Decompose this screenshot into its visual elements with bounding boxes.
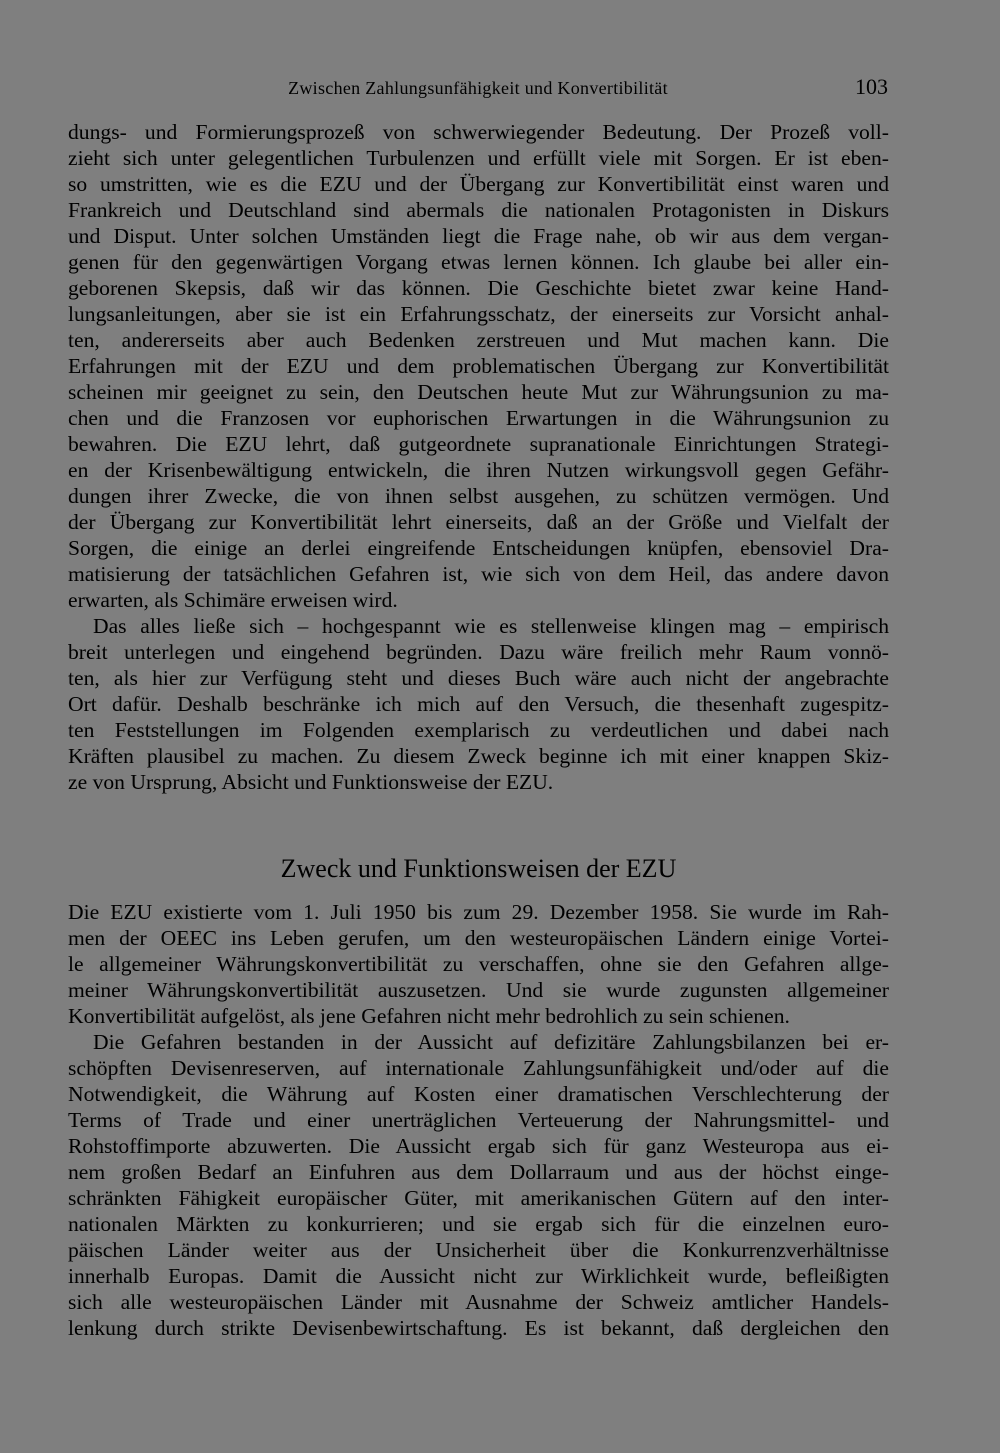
text-line: ze von Ursprung, Absicht und Funktionsweise der EZU. [68,770,554,794]
text-line: genen für den gegenwärtigen Vorgang etwas lernen können. Ich glaube bei aller ein- [68,250,889,274]
text-line: ten Feststellungen im Folgenden exemplarisch zu verdeutlichen und dabei nach [68,718,889,742]
text-line: päischen Länder weiter aus der Unsicherheit über die Konkurrenzverhältnisse [68,1238,889,1262]
text-line: matisierung der tatsächlichen Gefahren ist, wie sich von dem Heil, das andere davon [68,562,889,586]
text-line: bewahren. Die EZU lehrt, daß gutgeordnete supranationale Einrichtungen Strategi- [68,432,889,456]
page-header [68,74,888,102]
text-line: Kräften plausibel zu machen. Zu diesem Zweck beginne ich mit einer knappen Skiz- [68,744,889,768]
text-line: lenkung durch strikte Devisenbewirtschaftung. Es ist bekannt, daß dergleichen den [68,1316,889,1340]
text-line: Terms of Trade und einer unerträglichen Verteuerung der Nahrungsmittel- und [68,1108,889,1132]
section-heading: Zweck und Funktionsweisen der EZU [280,854,677,883]
text-line: Die EZU existierte vom 1. Juli 1950 bis zum 29. Dezember 1958. Sie wurde im Rah- [68,900,889,924]
running-title: Zwischen Zahlungsunfähigkeit und Konvertibilität [288,78,668,98]
text-line: Das alles ließe sich – hochgespannt wie es stellenweise klingen mag – empirisch [93,614,889,638]
text-line: nem großen Bedarf an Einfuhren aus dem Dollarraum und aus der höchst einge- [68,1160,889,1184]
page-number: 103 [855,74,888,99]
text-line: Rohstoffimporte abzuwerten. Die Aussicht ergab sich für ganz Westeuropa aus ei- [68,1134,889,1158]
text-line: geborenen Skepsis, daß wir das können. Die Geschichte bietet zwar keine Hand- [68,276,889,300]
text-line: zieht sich unter gelegentlichen Turbulenzen und erfüllt viele mit Sorgen. Er ist eben- [68,146,889,170]
text-line: Konvertibilität aufgelöst, als jene Gefahren nicht mehr bedrohlich zu sein schienen. [68,1004,790,1028]
text-line: nationalen Märkten zu konkurrieren; und sie ergab sich für die einzelnen euro- [68,1212,889,1236]
text-line: men der OEEC ins Leben gerufen, um den westeuropäischen Ländern einige Vortei- [68,926,889,950]
text-line: Frankreich und Deutschland sind abermals die nationalen Protagonisten in Diskurs [68,198,889,222]
text-line: meiner Währungskonvertibilität auszusetzen. Und sie wurde zugunsten allgemeiner [68,978,889,1002]
text-line: Sorgen, die einige an derlei eingreifende Entscheidungen knüpfen, ebensoviel Dra- [68,536,889,560]
text-line: schränkten Fähigkeit europäischer Güter, mit amerikanischen Gütern auf den inter- [68,1186,889,1210]
text-line: dungs- und Formierungsprozeß von schwerwiegender Bedeutung. Der Prozeß voll- [68,120,889,144]
text-line: erwarten, als Schimäre erweisen wird. [68,588,398,612]
text-line: Ort dafür. Deshalb beschränke ich mich auf den Versuch, die thesenhaft zugespitz- [68,692,889,716]
text-line: schöpften Devisenreserven, auf internationale Zahlungsunfähigkeit und/oder auf die [68,1056,889,1080]
text-line: ten, andererseits aber auch Bedenken zerstreuen und Mut machen kann. Die [68,328,889,352]
text-line: lungsanleitungen, aber sie ist ein Erfahrungsschatz, der einerseits zur Vorsicht anhal- [68,302,889,326]
text-line: en der Krisenbewältigung entwickeln, die ihren Nutzen wirkungsvoll gegen Gefähr- [68,458,889,482]
text-line: so umstritten, wie es die EZU und der Übergang zur Konvertibilität einst waren und [68,172,889,196]
text-line: chen und die Franzosen vor euphorischen Erwartungen in die Währungsunion zu [68,406,889,430]
text-line [68,1341,889,1367]
text-line: innerhalb Europas. Damit die Aussicht nicht zur Wirklichkeit wurde, befleißigten [68,1264,889,1288]
text-line: ten, als hier zur Verfügung steht und dieses Buch wäre auch nicht der angebrachte [68,666,889,690]
text-line: sich alle westeuropäischen Länder mit Ausnahme der Schweiz amtlicher Handels- [68,1290,889,1314]
text-line: und Disput. Unter solchen Umständen liegt die Frage nahe, ob wir aus dem vergan- [68,224,889,248]
text-line: dungen ihrer Zwecke, die von ihnen selbst ausgehen, zu schützen vermögen. Und [68,484,889,508]
text-line: Erfahrungen mit der EZU und dem problematischen Übergang zur Konvertibilität [68,354,889,378]
text-line: scheinen mir geeignet zu sein, den Deutschen heute Mut zur Währungsunion zu ma- [68,380,889,404]
text-line: Die Gefahren bestanden in der Aussicht auf defizitäre Zahlungsbilanzen bei er- [93,1030,889,1054]
text-line: Notwendigkeit, die Währung auf Kosten einer dramatischen Verschlechterung der [68,1082,889,1106]
text-line: breit unterlegen und eingehend begründen. Dazu wäre freilich mehr Raum vonnö- [68,640,889,664]
text-line: der Übergang zur Konvertibilität lehrt einerseits, daß an der Größe und Vielfalt der [68,510,889,534]
text-line: le allgemeiner Währungskonvertibilität zu verschaffen, ohne sie den Gefahren allge- [68,952,889,976]
